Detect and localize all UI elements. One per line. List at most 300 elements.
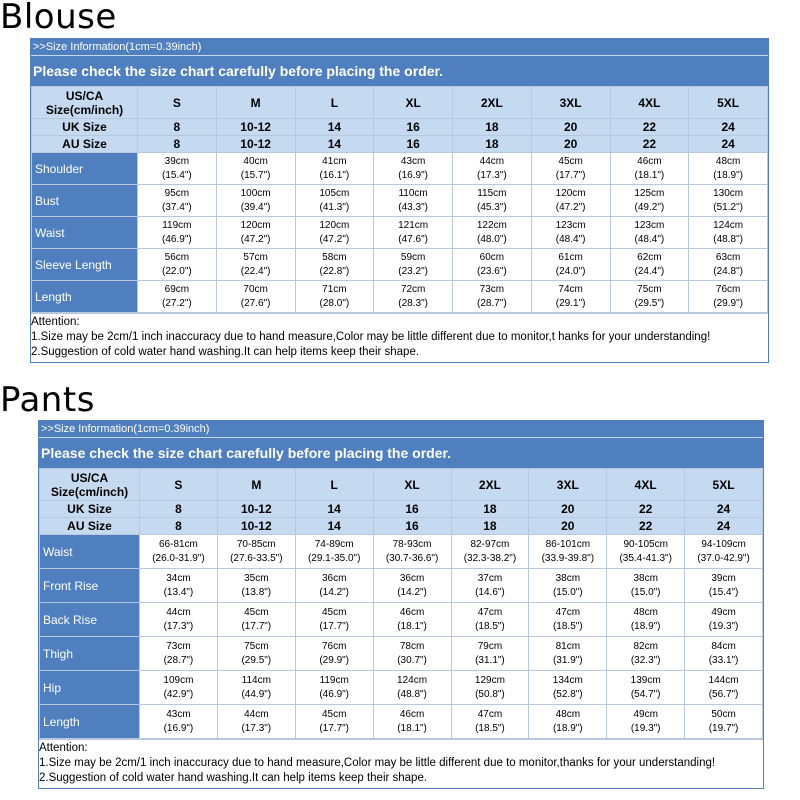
inch-value: (26.0-31.9"): [152, 552, 205, 564]
measure-cell: [295, 671, 373, 705]
inch-value: (44.9"): [241, 688, 272, 700]
inch-value: (28.7"): [163, 654, 194, 666]
cm-value: 130cm: [713, 187, 744, 199]
uk-size: 24: [685, 501, 763, 518]
inch-value: (15.4"): [162, 169, 192, 181]
measure-label: Waist: [32, 217, 138, 249]
cm-value: 123cm: [634, 219, 665, 231]
cm-value: 134cm: [552, 674, 583, 686]
measure-cell: [373, 705, 451, 739]
inch-value: (32.3-38.2"): [463, 552, 517, 564]
measure-cell: [373, 535, 451, 569]
inch-value: (48.8"): [397, 688, 427, 700]
blouse-banner: [31, 39, 768, 86]
au-size-label: AU Size: [32, 136, 138, 153]
measure-cell: [453, 217, 532, 249]
measure-cell: [685, 535, 763, 569]
measure-cell: [689, 153, 768, 185]
cm-value: 84cm: [711, 640, 736, 652]
measure-row: [40, 603, 763, 637]
cm-value: 37cm: [477, 572, 503, 584]
cm-value: 100cm: [240, 187, 271, 199]
au-size-row: [40, 518, 763, 535]
size-header: 4XL: [607, 469, 685, 501]
measure-cell: [689, 185, 768, 217]
measure-cell: [295, 217, 374, 249]
cm-value: 120cm: [555, 187, 586, 199]
cm-value: 44cm: [166, 606, 191, 618]
cm-value: 75cm: [637, 283, 662, 295]
cm-value: 57cm: [243, 251, 268, 263]
cm-value: 66-81cm: [158, 538, 198, 550]
cm-value: 73cm: [479, 283, 505, 295]
measure-cell: [374, 249, 453, 281]
measure-label: Sleeve Length: [32, 249, 138, 281]
size-header: 5XL: [689, 87, 768, 119]
inch-value: (48.4"): [555, 233, 586, 245]
pants-attention: [39, 739, 763, 788]
size-header-row: [40, 469, 763, 501]
inch-value: (30.7-36.6"): [385, 552, 439, 564]
measure-cell: [140, 569, 218, 603]
pants-size-info: >>Size Information(1cm=0.39inch): [39, 421, 763, 438]
blouse-title: Blouse: [0, 0, 117, 37]
cm-value: 71cm: [322, 283, 347, 295]
cm-value: 36cm: [399, 572, 425, 584]
measure-cell: [138, 249, 217, 281]
cm-value: 120cm: [319, 219, 350, 231]
cm-value: 47cm: [477, 606, 503, 618]
inch-value: (31.9"): [552, 654, 583, 666]
au-size: 24: [685, 518, 763, 535]
cm-value: 47cm: [555, 606, 581, 618]
inch-value: (42.9"): [163, 688, 194, 700]
measure-cell: [216, 249, 295, 281]
cm-value: 90-105cm: [623, 538, 668, 550]
inch-value: (54.7"): [630, 688, 661, 700]
blouse-notice: Please check the size chart carefully before placing the order.: [33, 63, 444, 79]
measure-cell: [451, 603, 529, 637]
cm-value: 59cm: [400, 251, 426, 263]
measure-cell: [529, 603, 607, 637]
inch-value: (24.0"): [555, 265, 586, 277]
inch-value: (13.8"): [241, 586, 272, 598]
inch-value: (16.9"): [163, 722, 194, 734]
cm-value: 49cm: [711, 606, 736, 618]
cm-value: 69cm: [164, 283, 190, 295]
inch-value: (23.6"): [477, 265, 507, 277]
cm-value: 46cm: [399, 606, 425, 618]
measure-cell: [451, 637, 529, 671]
inch-value: (56.7"): [708, 688, 739, 700]
uk-size: 10-12: [217, 501, 295, 518]
inch-value: (29.1"): [555, 297, 586, 309]
inch-value: (19.7"): [708, 722, 739, 734]
cm-value: 44cm: [244, 708, 269, 720]
cm-value: 61cm: [558, 251, 583, 263]
cm-value: 125cm: [634, 187, 665, 199]
pants-title: Pants: [0, 380, 95, 420]
inch-value: (45.3"): [477, 201, 507, 213]
inch-value: (17.7"): [319, 620, 350, 632]
au-size: 8: [140, 518, 218, 535]
measure-cell: [295, 249, 374, 281]
inch-value: (28.7"): [477, 297, 507, 309]
cm-value: 47cm: [477, 708, 503, 720]
cm-value: 129cm: [474, 674, 505, 686]
cm-value: 46cm: [637, 155, 662, 167]
measure-cell: [217, 705, 295, 739]
measure-cell: [531, 217, 610, 249]
measure-label: Front Rise: [40, 569, 140, 603]
measure-cell: [453, 249, 532, 281]
cm-value: 115cm: [477, 187, 507, 199]
inch-value: (27.6-33.5"): [230, 552, 283, 564]
inch-value: (28.3"): [398, 297, 428, 309]
cm-value: 45cm: [321, 708, 347, 720]
measure-cell: [607, 671, 685, 705]
blouse-attention: [31, 313, 768, 362]
inch-value: (19.3"): [630, 722, 661, 734]
measure-cell: [140, 535, 218, 569]
inch-value: (23.2"): [398, 265, 428, 277]
au-size: 10-12: [217, 518, 295, 535]
attention-note-2: 2.Suggestion of cold water hand washing.It can help items keep their shape.: [31, 346, 420, 358]
inch-value: (22.0"): [162, 265, 192, 277]
cm-value: 45cm: [321, 606, 347, 618]
measure-cell: [685, 705, 763, 739]
inch-value: (43.3"): [398, 201, 428, 213]
attention-note-2: 2.Suggestion of cold water hand washing.It can help items keep their shape.: [39, 772, 428, 784]
cm-value: 73cm: [166, 640, 191, 652]
measure-label: Hip: [40, 671, 140, 705]
cm-value: 70cm: [243, 283, 268, 295]
inch-value: (29.9"): [713, 297, 743, 309]
measure-cell: [295, 535, 373, 569]
size-header: 2XL: [451, 469, 529, 501]
measure-cell: [453, 281, 532, 313]
cm-value: 70-85cm: [236, 538, 276, 550]
size-header: XL: [373, 469, 451, 501]
measure-cell: [685, 569, 763, 603]
cm-value: 43cm: [166, 708, 191, 720]
pants-measure-rows: [40, 535, 763, 739]
inch-value: (46.9"): [162, 233, 192, 245]
au-size: 8: [138, 136, 217, 153]
measure-cell: [451, 671, 529, 705]
measure-cell: [529, 569, 607, 603]
header-label: US/CA Size(cm/inch): [40, 469, 140, 501]
measure-cell: [217, 671, 295, 705]
inch-value: (16.1"): [319, 169, 350, 181]
measure-cell: [689, 281, 768, 313]
measure-cell: [685, 637, 763, 671]
inch-value: (14.2"): [319, 586, 350, 598]
size-header: L: [295, 87, 374, 119]
measure-label: Bust: [32, 185, 138, 217]
measure-cell: [295, 705, 373, 739]
cm-value: 38cm: [555, 572, 581, 584]
attention-heading: Attention:: [31, 316, 80, 328]
cm-value: 82cm: [633, 640, 658, 652]
inch-value: (29.5"): [634, 297, 665, 309]
cm-value: 105cm: [319, 187, 350, 199]
uk-size-label: UK Size: [32, 119, 138, 136]
au-size: 10-12: [216, 136, 295, 153]
attention-heading: Attention:: [39, 742, 88, 754]
measure-cell: [295, 637, 373, 671]
measure-cell: [374, 185, 453, 217]
measure-label: Length: [32, 281, 138, 313]
cm-value: 144cm: [708, 674, 739, 686]
au-size: 22: [610, 136, 689, 153]
header-label: US/CA Size(cm/inch): [32, 87, 138, 119]
inch-value: (47.6"): [398, 233, 428, 245]
size-header: 5XL: [685, 469, 763, 501]
measure-cell: [531, 185, 610, 217]
size-header: XL: [374, 87, 453, 119]
cm-value: 60cm: [479, 251, 505, 263]
cm-value: 94-109cm: [701, 538, 746, 550]
measure-cell: [140, 705, 218, 739]
measure-row: [40, 637, 763, 671]
cm-value: 46cm: [399, 708, 425, 720]
inch-value: (18.9"): [713, 169, 743, 181]
measure-cell: [451, 569, 529, 603]
inch-value: (30.7"): [397, 654, 427, 666]
cm-value: 79cm: [477, 640, 503, 652]
inch-value: (18.5"): [475, 620, 505, 632]
measure-cell: [138, 217, 217, 249]
measure-cell: [685, 671, 763, 705]
inch-value: (49.2"): [634, 201, 665, 213]
measure-cell: [217, 535, 295, 569]
inch-value: (35.4-41.3"): [619, 552, 672, 564]
measure-cell: [373, 569, 451, 603]
cm-value: 109cm: [163, 674, 194, 686]
measure-label: Waist: [40, 535, 140, 569]
measure-cell: [217, 603, 295, 637]
size-header: S: [140, 469, 218, 501]
measure-cell: [217, 569, 295, 603]
cm-value: 119cm: [162, 219, 192, 231]
measure-cell: [607, 569, 685, 603]
measure-cell: [531, 153, 610, 185]
cm-value: 124cm: [397, 674, 428, 686]
measure-cell: [140, 637, 218, 671]
measure-cell: [685, 603, 763, 637]
uk-size: 18: [451, 501, 529, 518]
cm-value: 35cm: [244, 572, 269, 584]
cm-value: 44cm: [479, 155, 505, 167]
measure-cell: [373, 603, 451, 637]
inch-value: (47.2"): [240, 233, 271, 245]
cm-value: 74cm: [558, 283, 583, 295]
measure-cell: [138, 185, 217, 217]
cm-value: 95cm: [164, 187, 190, 199]
measure-cell: [216, 217, 295, 249]
measure-row: [40, 671, 763, 705]
inch-value: (19.3"): [708, 620, 739, 632]
au-size: 22: [607, 518, 685, 535]
measure-cell: [138, 281, 217, 313]
measure-cell: [453, 153, 532, 185]
inch-value: (16.9"): [398, 169, 428, 181]
measure-cell: [140, 671, 218, 705]
size-header: 2XL: [453, 87, 532, 119]
au-size: 18: [453, 136, 532, 153]
inch-value: (46.9"): [319, 688, 350, 700]
size-header-row: [32, 87, 768, 119]
size-header: 3XL: [529, 469, 607, 501]
measure-label: Thigh: [40, 637, 140, 671]
inch-value: (17.7"): [555, 169, 586, 181]
measure-cell: [453, 185, 532, 217]
measure-cell: [610, 185, 689, 217]
cm-value: 72cm: [400, 283, 426, 295]
measure-cell: [295, 185, 374, 217]
measure-row: [40, 705, 763, 739]
cm-value: 139cm: [630, 674, 661, 686]
pants-size-chart: [38, 420, 764, 789]
measure-cell: [689, 249, 768, 281]
inch-value: (33.9-39.8"): [541, 552, 595, 564]
inch-value: (24.8"): [713, 265, 743, 277]
measure-row: [32, 217, 768, 249]
measure-cell: [607, 603, 685, 637]
cm-value: 119cm: [319, 674, 349, 686]
au-size: 16: [374, 136, 453, 153]
cm-value: 34cm: [166, 572, 191, 584]
measure-label: Shoulder: [32, 153, 138, 185]
measure-row: [32, 185, 768, 217]
cm-value: 75cm: [244, 640, 269, 652]
uk-size: 22: [607, 501, 685, 518]
measure-cell: [374, 281, 453, 313]
au-size: 20: [531, 136, 610, 153]
measure-cell: [373, 637, 451, 671]
cm-value: 50cm: [711, 708, 736, 720]
au-size: 14: [295, 136, 374, 153]
inch-value: (39.4"): [240, 201, 271, 213]
inch-value: (29.9"): [319, 654, 350, 666]
cm-value: 45cm: [244, 606, 269, 618]
size-header: M: [217, 469, 295, 501]
measure-cell: [295, 281, 374, 313]
uk-size: 16: [373, 501, 451, 518]
inch-value: (41.3"): [319, 201, 350, 213]
measure-cell: [610, 153, 689, 185]
measure-cell: [216, 281, 295, 313]
measure-row: [40, 569, 763, 603]
inch-value: (48.4"): [634, 233, 665, 245]
uk-size: 20: [529, 501, 607, 518]
cm-value: 48cm: [715, 155, 741, 167]
cm-value: 45cm: [558, 155, 583, 167]
measure-cell: [531, 281, 610, 313]
measure-cell: [295, 603, 373, 637]
inch-value: (24.4"): [634, 265, 665, 277]
au-size-label: AU Size: [40, 518, 140, 535]
size-header: 3XL: [531, 87, 610, 119]
measure-row: [32, 281, 768, 313]
size-header: L: [295, 469, 373, 501]
measure-cell: [216, 185, 295, 217]
inch-value: (17.7"): [241, 620, 272, 632]
measure-label: Length: [40, 705, 140, 739]
uk-size: 8: [140, 501, 218, 518]
cm-value: 78-93cm: [392, 538, 432, 550]
measure-cell: [529, 705, 607, 739]
cm-value: 39cm: [164, 155, 190, 167]
uk-size-row: [40, 501, 763, 518]
uk-size: 14: [295, 501, 373, 518]
uk-size: 8: [138, 119, 217, 136]
inch-value: (37.0-42.9"): [697, 552, 750, 564]
uk-size: 14: [295, 119, 374, 136]
inch-value: (18.5"): [475, 722, 505, 734]
inch-value: (17.3"): [241, 722, 272, 734]
cm-value: 120cm: [240, 219, 271, 231]
cm-value: 58cm: [322, 251, 347, 263]
cm-value: 56cm: [164, 251, 190, 263]
inch-value: (28.0"): [319, 297, 350, 309]
blouse-size-chart: [30, 38, 769, 363]
uk-size-row: [32, 119, 768, 136]
uk-size: 20: [531, 119, 610, 136]
inch-value: (17.7"): [319, 722, 350, 734]
inch-value: (52.8"): [552, 688, 583, 700]
size-header: M: [216, 87, 295, 119]
inch-value: (22.8"): [319, 265, 350, 277]
inch-value: (47.2"): [555, 201, 586, 213]
measure-cell: [451, 705, 529, 739]
inch-value: (15.0"): [630, 586, 661, 598]
cm-value: 78cm: [399, 640, 425, 652]
measure-cell: [689, 217, 768, 249]
inch-value: (18.9"): [630, 620, 661, 632]
au-size: 24: [689, 136, 768, 153]
measure-cell: [138, 153, 217, 185]
uk-size-label: UK Size: [40, 501, 140, 518]
cm-value: 82-97cm: [470, 538, 510, 550]
cm-value: 124cm: [713, 219, 744, 231]
measure-label: Back Rise: [40, 603, 140, 637]
measure-cell: [374, 217, 453, 249]
size-header: 4XL: [610, 87, 689, 119]
inch-value: (17.3"): [477, 169, 507, 181]
cm-value: 36cm: [321, 572, 347, 584]
measure-row: [32, 249, 768, 281]
measure-cell: [607, 535, 685, 569]
measure-cell: [217, 637, 295, 671]
cm-value: 81cm: [555, 640, 581, 652]
inch-value: (47.2"): [319, 233, 350, 245]
cm-value: 48cm: [555, 708, 581, 720]
uk-size: 22: [610, 119, 689, 136]
measure-cell: [607, 705, 685, 739]
cm-value: 38cm: [633, 572, 658, 584]
inch-value: (27.6"): [240, 297, 271, 309]
inch-value: (48.8"): [713, 233, 743, 245]
blouse-size-info: >>Size Information(1cm=0.39inch): [31, 39, 768, 56]
pants-size-table: [39, 468, 763, 739]
cm-value: 121cm: [398, 219, 429, 231]
measure-cell: [140, 603, 218, 637]
pants-banner: [39, 421, 763, 468]
inch-value: (13.4"): [163, 586, 194, 598]
cm-value: 122cm: [476, 219, 507, 231]
